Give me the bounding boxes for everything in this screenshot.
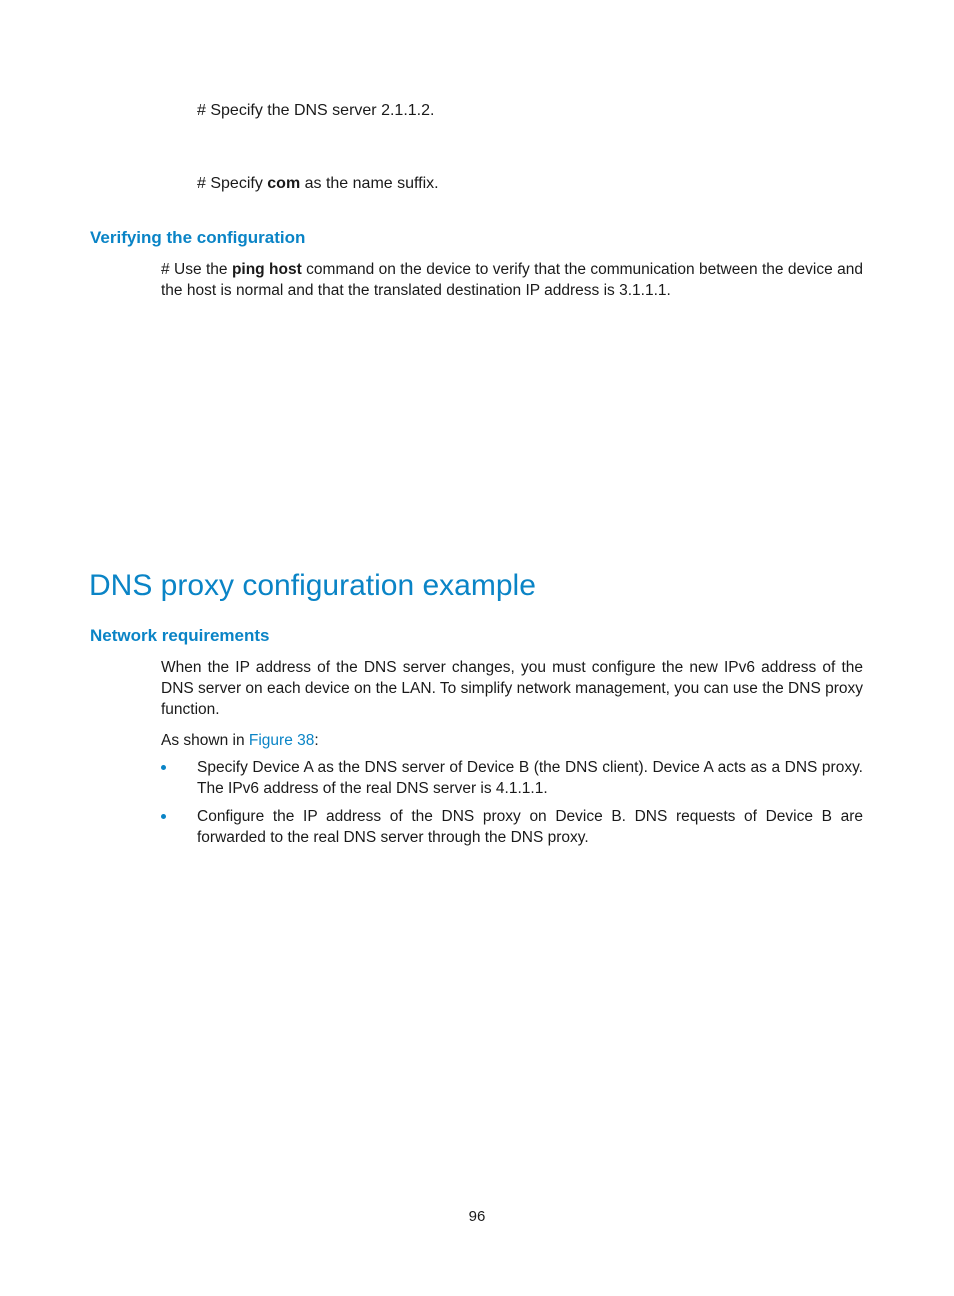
section-title: DNS proxy configuration example: [89, 569, 536, 602]
verify-text-prefix: # Use the: [161, 261, 232, 278]
figure-reference-suffix: :: [314, 732, 319, 749]
step-text-suffix: as the name suffix.: [300, 175, 439, 192]
step-specify-name-suffix: [197, 173, 439, 194]
list-item: [161, 806, 863, 848]
verify-paragraph: [161, 259, 863, 301]
bullet-icon: [161, 765, 166, 770]
page-number: 96: [468, 1208, 486, 1225]
heading-verifying-configuration: Verifying the configuration: [90, 228, 306, 247]
figure-38-link[interactable]: Figure 38: [248, 732, 315, 749]
list-item: [161, 757, 863, 799]
verify-text-suffix: command on the device to verify that the communication between the device and the host is normal and that the translated destination IP address is 3.1.1.1.: [161, 261, 863, 299]
list-item-text: Configure the IP address of the DNS proxy on Device B. DNS requests of Device B are forwarded to the real DNS server through the DNS proxy.: [197, 808, 863, 846]
figure-reference-line: [161, 730, 863, 751]
figure-reference-prefix: As shown in: [161, 732, 249, 749]
step-text-prefix: # Specify: [197, 175, 268, 192]
network-intro-paragraph: When the IP address of the DNS server changes, you must configure the new IPv6 address of the DNS server on each device on the LAN. To simplify network management, you can use the DNS proxy function.: [161, 659, 863, 718]
step-specify-dns-server: [197, 100, 434, 121]
step-text: # Specify the DNS server 2.1.1.2.: [197, 102, 435, 119]
heading-network-requirements: Network requirements: [90, 626, 270, 645]
list-item-text: Specify Device A as the DNS server of Device B (the DNS client). Device A acts as a DNS proxy. The IPv6 address of the real DNS server is 4.1.1.1.: [197, 759, 863, 797]
command-keyword: ping host: [231, 261, 302, 278]
command-keyword: com: [267, 175, 301, 192]
bullet-icon: [161, 814, 166, 819]
